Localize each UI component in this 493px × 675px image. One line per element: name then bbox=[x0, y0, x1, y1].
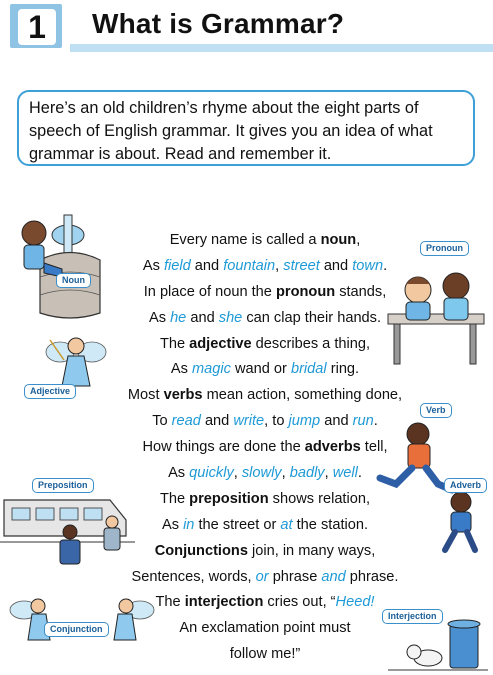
keyword-pronoun: pronoun bbox=[275, 283, 336, 300]
pronoun-label: Pronoun bbox=[420, 241, 469, 256]
keyword-interjection: interjection bbox=[184, 594, 264, 611]
example-word: slowly bbox=[241, 465, 282, 482]
example-word: he bbox=[170, 309, 187, 326]
poem-line: follow me!” bbox=[229, 646, 301, 663]
example-word: Heed! bbox=[335, 594, 375, 611]
keyword-adjective: adjective bbox=[189, 335, 252, 352]
example-word: at bbox=[280, 516, 293, 533]
poem-line: The adjective describes a thing, bbox=[159, 335, 371, 352]
chapter-number-box bbox=[10, 4, 62, 48]
adverb-walking-boy-illustration bbox=[435, 490, 490, 555]
poem-line: As in the street or at the station. bbox=[161, 516, 369, 533]
example-word: street bbox=[283, 257, 320, 274]
example-word: town bbox=[352, 257, 384, 274]
example-word: in bbox=[183, 516, 195, 533]
poem-line: As he and she can clap their hands. bbox=[148, 309, 382, 326]
keyword-noun: noun bbox=[320, 232, 357, 248]
example-word: she bbox=[218, 309, 243, 326]
example-word: run bbox=[352, 413, 374, 430]
poem-line: An exclamation point must bbox=[179, 620, 351, 637]
poem-line: How things are done the adverbs tell, bbox=[142, 439, 388, 456]
example-word: or bbox=[255, 568, 269, 585]
example-word: jump bbox=[288, 413, 321, 430]
poem-line: Sentences, words, or phrase and phrase. bbox=[131, 568, 399, 585]
title-underline-bar bbox=[70, 44, 493, 52]
poem-line: Conjunctions join, in many ways, bbox=[154, 542, 376, 559]
keyword-verbs: verbs bbox=[163, 387, 203, 404]
poem-line: In place of noun the pronoun stands, bbox=[143, 283, 387, 300]
example-word: bridal bbox=[290, 361, 327, 378]
intro-box: Here’s an old children’s rhyme about the eight parts of speech of English grammar. It gives you an idea of what grammar is about. Read and remember it. bbox=[17, 90, 475, 166]
chapter-header bbox=[0, 0, 493, 56]
adjective-label: Adjective bbox=[24, 384, 76, 399]
keyword-preposition: preposition bbox=[189, 490, 269, 507]
noun-girl-fountain-illustration bbox=[0, 205, 110, 320]
grammar-rhyme bbox=[95, 228, 435, 668]
chapter-number: 1 bbox=[18, 9, 56, 45]
interjection-label: Interjection bbox=[382, 609, 443, 624]
keyword-adverbs: adverbs bbox=[304, 439, 361, 456]
page-title: What is Grammar? bbox=[92, 8, 345, 39]
example-word: field bbox=[163, 257, 191, 274]
poem-line: To read and write, to jump and run. bbox=[152, 413, 378, 430]
verb-label: Verb bbox=[420, 403, 452, 418]
noun-label: Noun bbox=[56, 273, 91, 288]
conjunction-label: Conjunction bbox=[44, 622, 109, 637]
example-word: magic bbox=[191, 361, 231, 378]
poem-line: As magic wand or bridal ring. bbox=[170, 361, 360, 378]
example-word: well bbox=[332, 465, 358, 482]
poem-line: Every name is called a noun, bbox=[169, 232, 361, 248]
poem-line: Most verbs mean action, something done, bbox=[127, 387, 403, 404]
keyword-conjunctions: Conjunctions bbox=[154, 542, 248, 559]
example-word: quickly bbox=[189, 465, 234, 482]
poem-line: As quickly, slowly, badly, well. bbox=[168, 465, 362, 482]
preposition-label: Preposition bbox=[32, 478, 94, 493]
adverb-label: Adverb bbox=[444, 478, 487, 493]
poem-line: The interjection cries out, “Heed! bbox=[155, 594, 375, 611]
example-word: read bbox=[171, 413, 201, 430]
example-word: badly bbox=[289, 465, 325, 482]
poem-line: As field and fountain, street and town. bbox=[142, 257, 388, 274]
example-word: and bbox=[321, 568, 346, 585]
example-word: fountain bbox=[223, 257, 276, 274]
poem-line: The preposition shows relation, bbox=[159, 490, 371, 507]
example-word: write bbox=[233, 413, 265, 430]
